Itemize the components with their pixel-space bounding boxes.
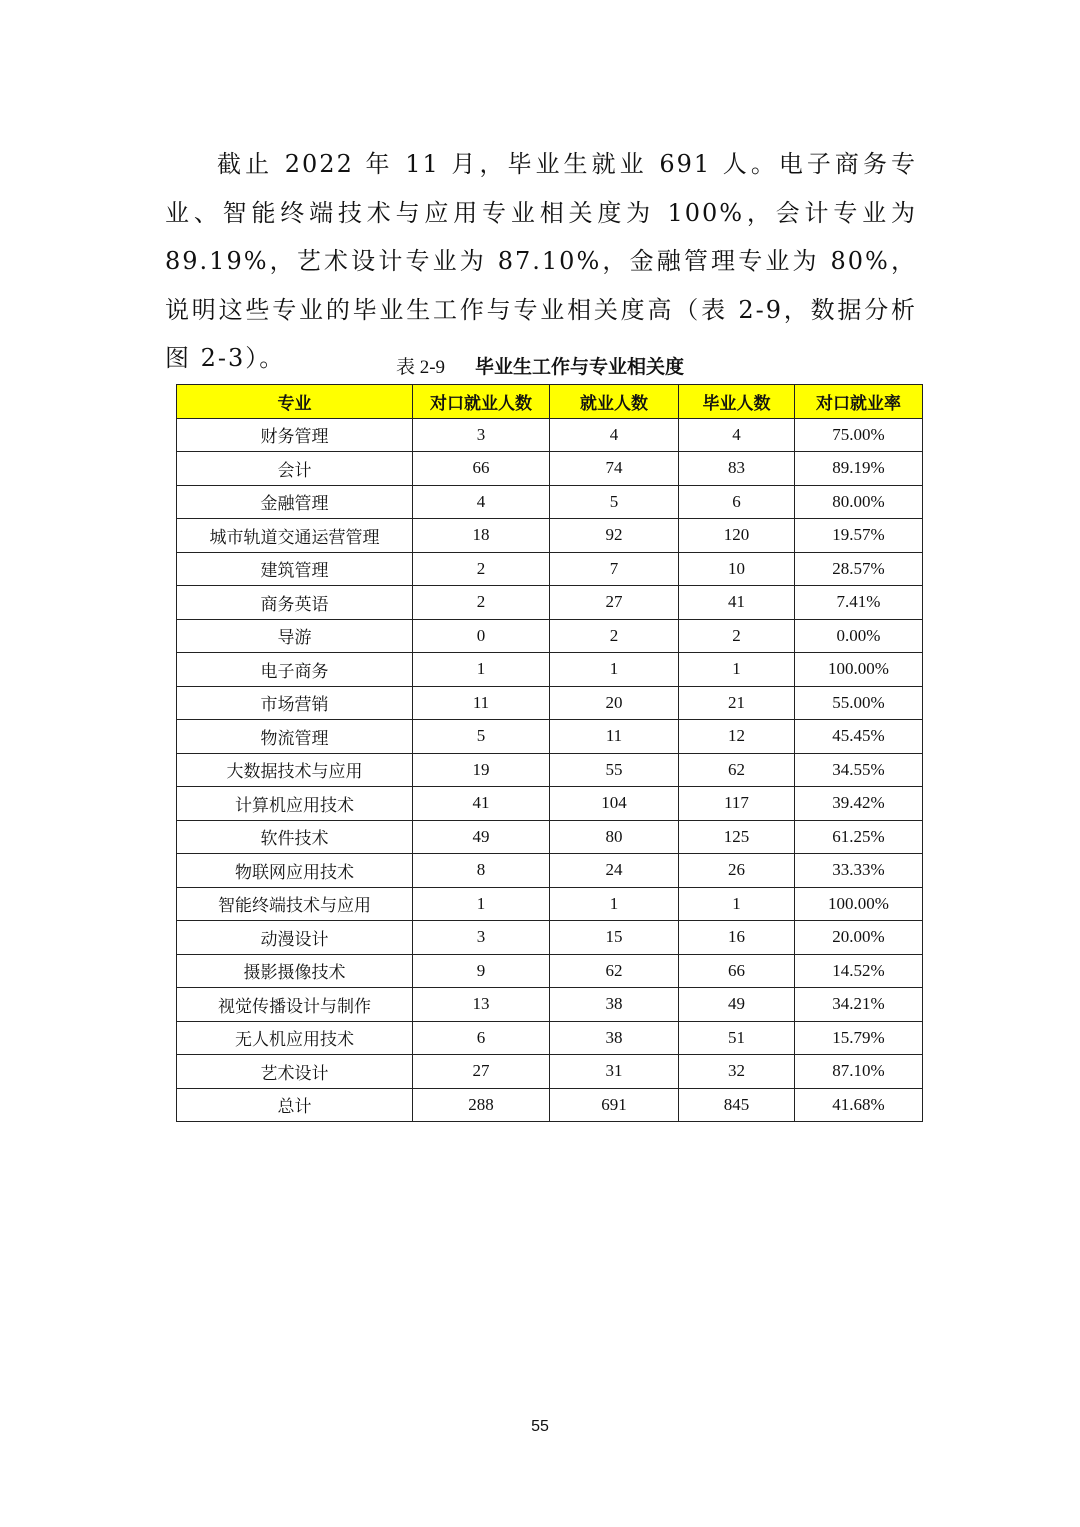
cell-employed: 4 xyxy=(550,418,679,452)
cell-employed: 38 xyxy=(550,1021,679,1055)
cell-matched-rate: 34.21% xyxy=(795,988,923,1022)
table-row xyxy=(177,753,923,787)
table-row xyxy=(177,787,923,821)
cell-employed: 11 xyxy=(550,720,679,754)
cell-major: 会计 xyxy=(177,452,413,486)
cell-matched-employed: 3 xyxy=(413,921,550,955)
cell-employed: 62 xyxy=(550,954,679,988)
cell-major: 建筑管理 xyxy=(177,552,413,586)
cell-matched-rate: 39.42% xyxy=(795,787,923,821)
header-employed: 就业人数 xyxy=(550,385,679,419)
cell-major: 金融管理 xyxy=(177,485,413,519)
cell-graduates: 62 xyxy=(679,753,795,787)
cell-major: 艺术设计 xyxy=(177,1055,413,1089)
cell-graduates: 66 xyxy=(679,954,795,988)
table-row xyxy=(177,954,923,988)
cell-employed: 5 xyxy=(550,485,679,519)
cell-matched-employed: 3 xyxy=(413,418,550,452)
cell-major: 物联网应用技术 xyxy=(177,854,413,888)
table-row xyxy=(177,887,923,921)
cell-graduates: 845 xyxy=(679,1088,795,1122)
cell-matched-employed: 13 xyxy=(413,988,550,1022)
cell-employed: 92 xyxy=(550,519,679,553)
cell-matched-rate: 75.00% xyxy=(795,418,923,452)
cell-employed: 104 xyxy=(550,787,679,821)
cell-graduates: 21 xyxy=(679,686,795,720)
cell-employed: 15 xyxy=(550,921,679,955)
table-row xyxy=(177,1088,923,1122)
cell-employed: 1 xyxy=(550,653,679,687)
cell-employed: 691 xyxy=(550,1088,679,1122)
cell-matched-rate: 34.55% xyxy=(795,753,923,787)
table-row xyxy=(177,1055,923,1089)
cell-major: 导游 xyxy=(177,619,413,653)
table-body xyxy=(177,418,923,1122)
cell-graduates: 12 xyxy=(679,720,795,754)
cell-matched-employed: 6 xyxy=(413,1021,550,1055)
cell-major: 智能终端技术与应用 xyxy=(177,887,413,921)
cell-matched-employed: 9 xyxy=(413,954,550,988)
table-row xyxy=(177,519,923,553)
cell-employed: 27 xyxy=(550,586,679,620)
cell-employed: 31 xyxy=(550,1055,679,1089)
cell-major: 视觉传播设计与制作 xyxy=(177,988,413,1022)
cell-major: 城市轨道交通运营管理 xyxy=(177,519,413,553)
cell-matched-rate: 15.79% xyxy=(795,1021,923,1055)
cell-graduates: 10 xyxy=(679,552,795,586)
cell-major: 计算机应用技术 xyxy=(177,787,413,821)
cell-matched-rate: 100.00% xyxy=(795,653,923,687)
cell-graduates: 120 xyxy=(679,519,795,553)
cell-matched-employed: 288 xyxy=(413,1088,550,1122)
cell-major: 物流管理 xyxy=(177,720,413,754)
table-row xyxy=(177,485,923,519)
table-row xyxy=(177,653,923,687)
cell-graduates: 125 xyxy=(679,820,795,854)
cell-matched-employed: 2 xyxy=(413,586,550,620)
cell-employed: 1 xyxy=(550,887,679,921)
cell-matched-rate: 28.57% xyxy=(795,552,923,586)
cell-major: 摄影摄像技术 xyxy=(177,954,413,988)
table-row xyxy=(177,586,923,620)
table-row xyxy=(177,1021,923,1055)
cell-matched-employed: 18 xyxy=(413,519,550,553)
cell-major: 无人机应用技术 xyxy=(177,1021,413,1055)
cell-matched-employed: 41 xyxy=(413,787,550,821)
cell-matched-employed: 2 xyxy=(413,552,550,586)
cell-matched-employed: 4 xyxy=(413,485,550,519)
cell-graduates: 2 xyxy=(679,619,795,653)
cell-matched-employed: 11 xyxy=(413,686,550,720)
cell-matched-rate: 14.52% xyxy=(795,954,923,988)
table-header-row xyxy=(177,385,923,419)
cell-major: 商务英语 xyxy=(177,586,413,620)
cell-major: 大数据技术与应用 xyxy=(177,753,413,787)
cell-employed: 38 xyxy=(550,988,679,1022)
table-row xyxy=(177,854,923,888)
cell-matched-employed: 1 xyxy=(413,887,550,921)
table-row xyxy=(177,552,923,586)
cell-graduates: 49 xyxy=(679,988,795,1022)
header-matched-rate: 对口就业率 xyxy=(795,385,923,419)
cell-matched-employed: 5 xyxy=(413,720,550,754)
cell-graduates: 117 xyxy=(679,787,795,821)
cell-matched-employed: 8 xyxy=(413,854,550,888)
header-major: 专业 xyxy=(177,385,413,419)
cell-matched-rate: 100.00% xyxy=(795,887,923,921)
cell-employed: 24 xyxy=(550,854,679,888)
cell-matched-rate: 80.00% xyxy=(795,485,923,519)
cell-matched-rate: 0.00% xyxy=(795,619,923,653)
header-matched-employed: 对口就业人数 xyxy=(413,385,550,419)
table-row xyxy=(177,720,923,754)
cell-major: 动漫设计 xyxy=(177,921,413,955)
cell-matched-rate: 7.41% xyxy=(795,586,923,620)
cell-major: 总计 xyxy=(177,1088,413,1122)
cell-matched-rate: 20.00% xyxy=(795,921,923,955)
cell-major: 软件技术 xyxy=(177,820,413,854)
cell-graduates: 4 xyxy=(679,418,795,452)
cell-graduates: 1 xyxy=(679,653,795,687)
table-row xyxy=(177,686,923,720)
cell-matched-employed: 66 xyxy=(413,452,550,486)
table-row xyxy=(177,921,923,955)
body-paragraph-text: 截止 2022 年 11 月，毕业生就业 691 人。电子商务专业、智能终端技术与应用专业相关度为 100%，会计专业为 89.19%，艺术设计专业为 87.10%，金融管理专业为 80%，说明这些专业的毕业生工作与专业相关度高（表 2-9，数据分析图 2-3）。 xyxy=(165,150,917,372)
cell-employed: 7 xyxy=(550,552,679,586)
cell-graduates: 83 xyxy=(679,452,795,486)
cell-graduates: 41 xyxy=(679,586,795,620)
table-row xyxy=(177,820,923,854)
cell-matched-rate: 33.33% xyxy=(795,854,923,888)
cell-matched-employed: 0 xyxy=(413,619,550,653)
table-caption xyxy=(0,352,1080,383)
cell-matched-employed: 49 xyxy=(413,820,550,854)
cell-graduates: 1 xyxy=(679,887,795,921)
table-row xyxy=(177,988,923,1022)
cell-matched-rate: 61.25% xyxy=(795,820,923,854)
table-caption-label: 表 2-9 xyxy=(395,357,446,378)
cell-major: 电子商务 xyxy=(177,653,413,687)
cell-graduates: 6 xyxy=(679,485,795,519)
cell-matched-rate: 19.57% xyxy=(795,519,923,553)
cell-major: 财务管理 xyxy=(177,418,413,452)
table-row xyxy=(177,452,923,486)
cell-major: 市场营销 xyxy=(177,686,413,720)
cell-matched-rate: 41.68% xyxy=(795,1088,923,1122)
cell-matched-rate: 87.10% xyxy=(795,1055,923,1089)
cell-employed: 55 xyxy=(550,753,679,787)
cell-employed: 2 xyxy=(550,619,679,653)
cell-employed: 80 xyxy=(550,820,679,854)
table-row xyxy=(177,418,923,452)
body-paragraph xyxy=(165,140,917,383)
cell-matched-employed: 1 xyxy=(413,653,550,687)
table-row xyxy=(177,619,923,653)
cell-matched-employed: 19 xyxy=(413,753,550,787)
cell-graduates: 32 xyxy=(679,1055,795,1089)
cell-employed: 74 xyxy=(550,452,679,486)
cell-matched-rate: 45.45% xyxy=(795,720,923,754)
page-number: 55 xyxy=(531,1418,549,1435)
cell-employed: 20 xyxy=(550,686,679,720)
cell-graduates: 26 xyxy=(679,854,795,888)
cell-matched-employed: 27 xyxy=(413,1055,550,1089)
cell-matched-rate: 55.00% xyxy=(795,686,923,720)
table-caption-title: 毕业生工作与专业相关度 xyxy=(475,356,685,378)
cell-graduates: 51 xyxy=(679,1021,795,1055)
cell-matched-rate: 89.19% xyxy=(795,452,923,486)
employment-relevance-table xyxy=(176,384,923,1122)
cell-graduates: 16 xyxy=(679,921,795,955)
header-graduates: 毕业人数 xyxy=(679,385,795,419)
